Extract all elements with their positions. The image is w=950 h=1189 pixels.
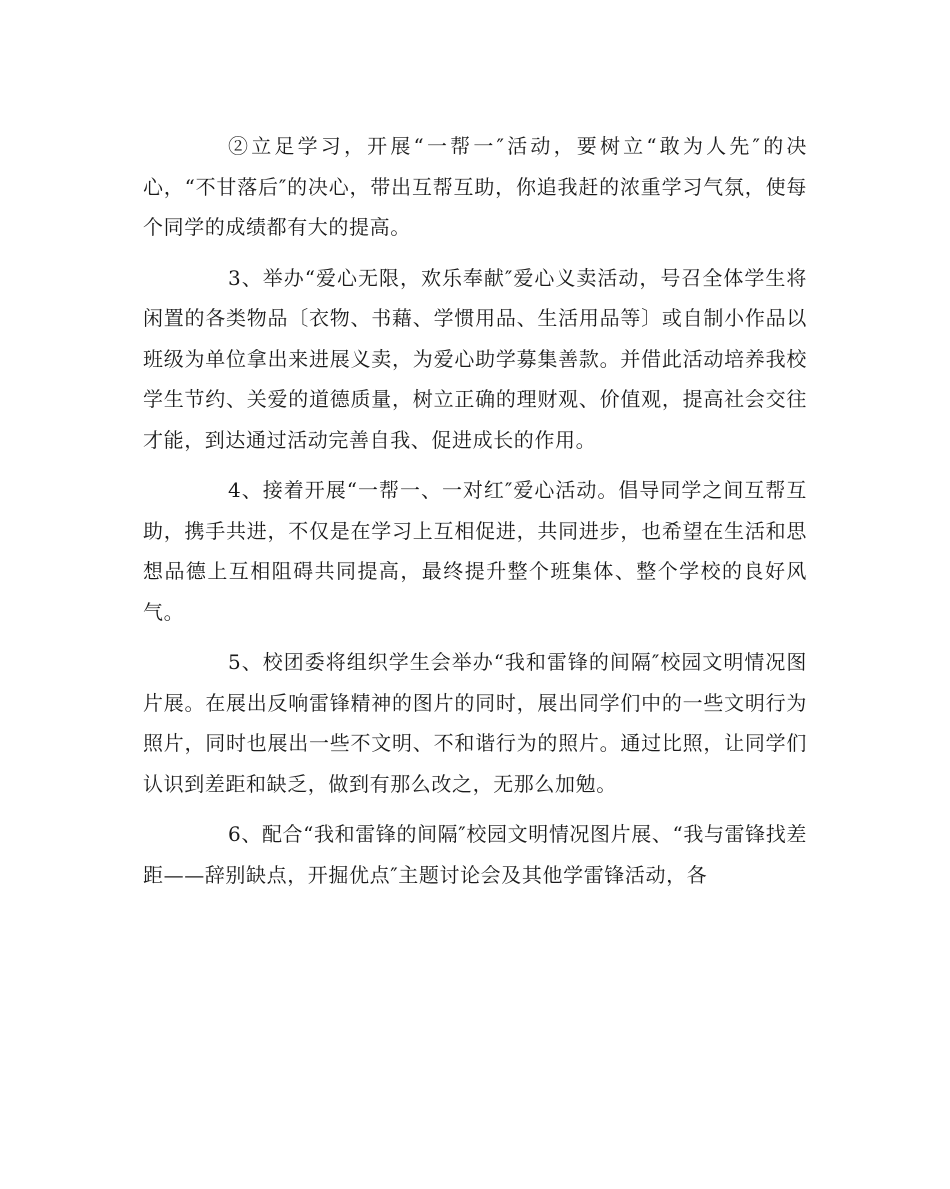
document-body [143,126,807,905]
paragraph-photo-exhibition: 5、校团委将组织学生会举办“我和雷锋的间隔″校园文明情况图片展。在展出反响雷锋精神的图片的同时，展出同学们中的一些文明行为照片，同时也展出一些不文明、不和谐行为的照片。通过比照，让同学们认识到差距和缺乏，做到有那么改之，无那么加勉。 [143,650,807,796]
paragraph-help-one: ②立足学习，开展“一帮一″活动，要树立“敢为人先″的决心，“不甘落后″的决心，带出互帮互助，你追我赶的浓重学习气氛，使每个同学的成绩都有大的提高。 [143,134,807,239]
paragraph-one-to-one: 4、接着开展“一帮一、一对红″爱心活动。倡导同学之间互帮互助，携手共进，不仅是在学习上互相促进，共同进步，也希望在生活和思想品德上互相阻碍共同提高，最终提升整个班集体、整个学校的良好风气。 [143,478,807,624]
paragraph-discussion: 6、配合“我和雷锋的间隔″校园文明情况图片展、“我与雷锋找差距——辞别缺点，开掘优点″主题讨论会及其他学雷锋活动，各 [143,822,807,887]
paragraph-charity-sale: 3、举办“爱心无限，欢乐奉献″爱心义卖活动，号召全体学生将闲置的各类物品〔衣物、书藉、学惯用品、生活用品等〕或自制小作品以班级为单位拿出来进展义卖，为爱心助学募集善款。并借此活动培养我校学生节约、关爱的道德质量，树立正确的理财观、价值观，提高社会交往才能，到达通过活动完善自我、促进成长的作用。 [143,265,807,452]
